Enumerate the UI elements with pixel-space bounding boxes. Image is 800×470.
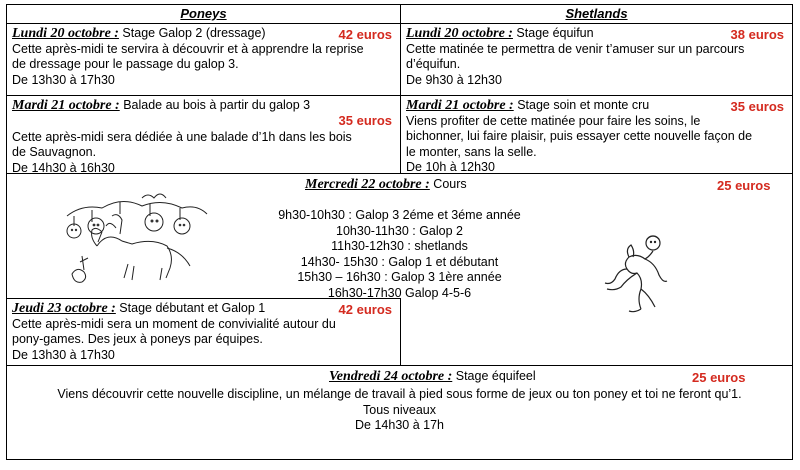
description-line: Viens découvrir cette nouvelle discipline, un mélange de travail à pied sous forme de jeux ou ton poney et toi ne feront qu’1.: [57, 387, 742, 401]
time-range: De 14h30 à 16h30: [12, 160, 115, 175]
day-label: Mardi 21 octobre :: [406, 98, 514, 113]
description-line: Viens profiter de cette matinée pour faire les soins, le: [406, 113, 701, 128]
header-shetlands: Shetlands: [565, 6, 628, 21]
description-line: Cette matinée te permettra de venir t’amuser sur un parcours: [406, 41, 745, 56]
schedule-item: 15h30 – 16h30 : Galop 3 1ère année: [297, 270, 502, 284]
time-range: De 9h30 à 12h30: [406, 72, 502, 87]
schedule-table: [6, 4, 793, 460]
description-line: Tous niveaux: [363, 402, 436, 417]
price-badge: 25 euros: [717, 178, 771, 193]
description-line: pony-games. Des jeux à poneys par équipes.: [12, 332, 263, 346]
stage-title: Stage équifeel: [452, 369, 536, 383]
price-badge: 42 euros: [338, 302, 392, 317]
header-poneys: Poneys: [180, 6, 227, 21]
time-range: De 13h30 à 17h30: [12, 347, 115, 362]
description-line: Cette après-midi sera un moment de convivialité autour du: [12, 316, 336, 331]
headless-horseman-illustration: [597, 229, 677, 317]
stage-title: Stage débutant et Galop 1: [115, 301, 266, 315]
schedule-item: 14h30- 15h30 : Galop 1 et débutant: [300, 254, 499, 269]
description-line: de Sauvagnon.: [12, 145, 97, 159]
day-label: Lundi 20 octobre :: [12, 26, 119, 41]
schedule-item: 10h30-11h30 : Galop 2: [336, 223, 463, 238]
stage-title: Stage Galop 2 (dressage): [118, 26, 266, 40]
schedule-item: 11h30-12h30 : shetlands: [331, 239, 468, 253]
description-line: Cette après-midi te servira à découvrir et à apprendre la reprise: [12, 41, 364, 56]
price-badge: 35 euros: [338, 113, 392, 128]
day-label: Vendredi 24 octobre :: [329, 369, 453, 384]
stage-title: Balade au bois à partir du galop 3: [119, 98, 311, 112]
stage-title: Cours: [429, 177, 467, 191]
cell-vendredi: [7, 366, 792, 459]
schedule-item: 9h30-10h30 : Galop 3 2éme et 3éme année: [278, 208, 521, 222]
cell-lundi-shetlands: [401, 24, 792, 95]
day-label: Mardi 21 octobre :: [12, 98, 120, 113]
price-badge: 25 euros: [692, 370, 746, 385]
description-line: bichonner, lui faire plaisir, puis essayer cette nouvelle façon de: [406, 129, 753, 143]
description-line: d’équifun.: [406, 57, 461, 71]
price-badge: 42 euros: [338, 27, 392, 42]
day-label: Mercredi 22 octobre :: [305, 177, 430, 192]
cell-mardi-shetlands: [401, 96, 792, 173]
column-divider-thursday: [400, 298, 401, 365]
description-line: de dressage pour le passage du galop 3.: [12, 57, 239, 71]
time-range: De 13h30 à 17h30: [12, 72, 115, 87]
time-range: De 10h à 12h30: [406, 160, 495, 174]
cell-jeudi: [7, 299, 400, 365]
schedule-list: [207, 208, 592, 301]
price-badge: 35 euros: [730, 99, 784, 114]
description-line: le monter, sans la selle.: [406, 144, 537, 159]
cell-mardi-poneys: [7, 96, 400, 173]
time-range: De 14h30 à 17h: [355, 418, 444, 432]
description-line: Cette après-midi sera dédiée à une balade d’1h dans les bois: [12, 129, 352, 144]
stage-title: Stage soin et monte cru: [513, 98, 650, 112]
cell-lundi-poneys: [7, 24, 400, 95]
stage-title: Stage équifun: [512, 26, 594, 40]
halloween-pony-illustration: [62, 186, 212, 286]
day-label: Jeudi 23 octobre :: [12, 301, 116, 316]
schedule-item: 16h30-17h30 Galop 4-5-6: [327, 285, 472, 300]
price-badge: 38 euros: [730, 27, 784, 42]
day-label: Lundi 20 octobre :: [406, 26, 513, 41]
